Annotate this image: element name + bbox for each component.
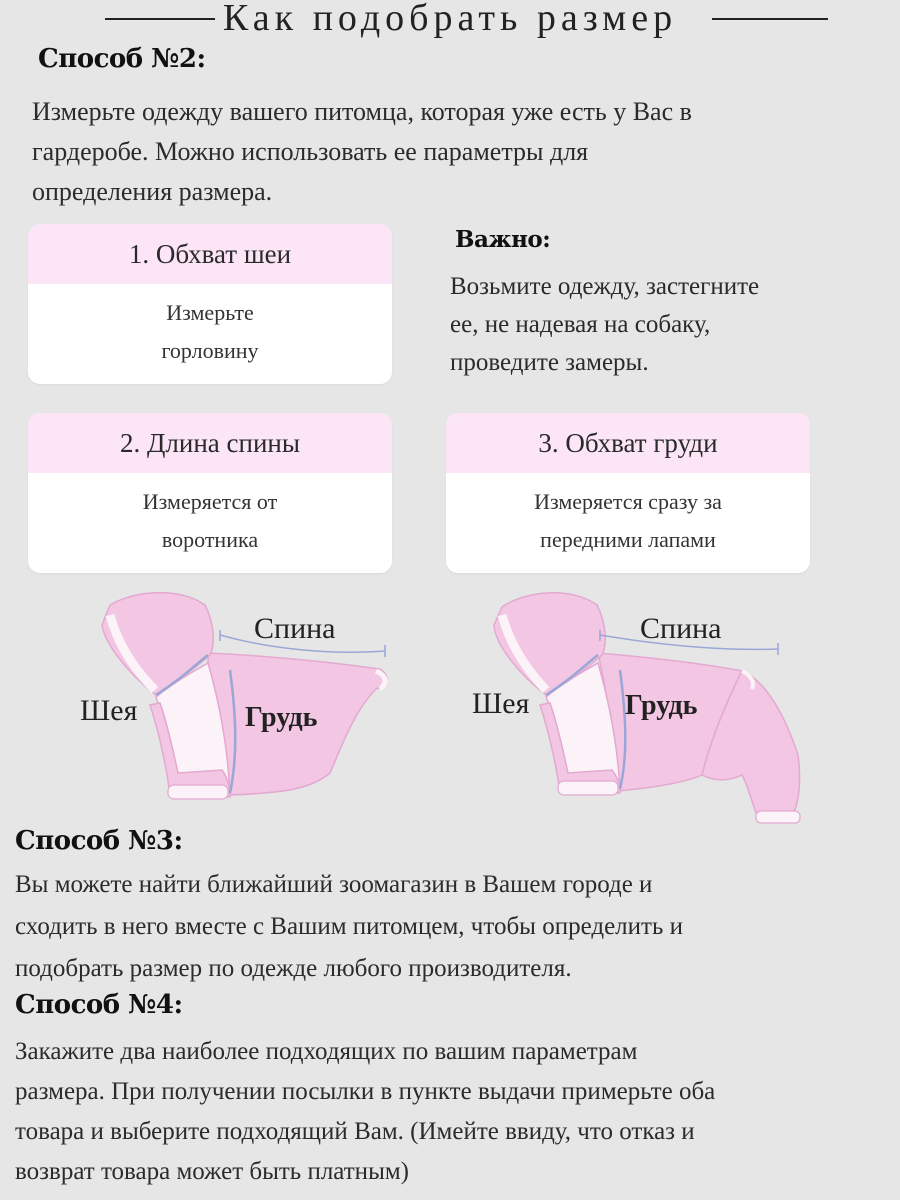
important-line: ее, не надевая на собаку, <box>450 311 711 338</box>
method2-line: определения размера. <box>32 177 273 206</box>
card-chest <box>446 413 810 573</box>
method4-line: товара и выберите подходящий Вам. (Имейте ввиду, что отказ и <box>15 1118 695 1145</box>
card-chest-title: 3. Обхват груди <box>446 413 810 473</box>
method3-heading: Способ №3: <box>15 826 183 856</box>
card-back-line: воротника <box>161 527 259 552</box>
important-line: Возьмите одежду, застегните <box>450 273 760 300</box>
chest-label-right: Грудь <box>625 690 698 721</box>
important-line: проведите замеры. <box>450 349 649 376</box>
method4-heading: Способ №4: <box>15 990 183 1020</box>
method4-line: возврат товара может быть платным) <box>15 1158 410 1185</box>
method2-text <box>32 92 692 212</box>
card-back <box>28 413 392 573</box>
method3-line: сходить в него вместе с Вашим питомцем, чтобы определить и <box>15 913 683 940</box>
card-chest-line: передними лапами <box>540 527 716 552</box>
card-neck-line: Измерьте <box>166 300 254 325</box>
method4-line: размера. При получении посылки в пункте выдачи примерьте оба <box>15 1078 716 1105</box>
card-chest-body <box>446 473 810 559</box>
page-title: Как подобрать размер <box>222 0 678 39</box>
neck-label-left: Шея <box>80 694 138 727</box>
important-heading: Важно: <box>455 226 551 253</box>
method2-heading: Способ №2: <box>38 44 206 74</box>
neck-label-right: Шея <box>472 687 530 720</box>
method2-line: гардеробе. Можно использовать ее параметры для <box>32 137 589 166</box>
card-back-line: Измеряется от <box>142 489 278 514</box>
method4-text <box>15 1032 715 1192</box>
method4-line: Закажите два наиболее подходящих по вашим параметрам <box>15 1038 638 1065</box>
back-label-right: Спина <box>640 612 722 645</box>
card-neck-line: горловину <box>161 338 259 363</box>
important-text <box>450 268 759 382</box>
back-label-left: Спина <box>254 612 336 645</box>
card-neck-title: 1. Обхват шеи <box>28 224 392 284</box>
method3-text <box>15 864 683 990</box>
method3-line: Вы можете найти ближайший зоомагазин в Вашем городе и <box>15 871 653 898</box>
method2-line: Измерьте одежду вашего питомца, которая уже есть у Вас в <box>32 97 692 126</box>
card-neck-body <box>28 284 392 370</box>
card-back-title: 2. Длина спины <box>28 413 392 473</box>
card-chest-line: Измеряется сразу за <box>534 489 722 514</box>
card-neck <box>28 224 392 384</box>
method3-line: подобрать размер по одежде любого производителя. <box>15 955 572 982</box>
card-back-body <box>28 473 392 559</box>
chest-label-left: Грудь <box>245 702 318 733</box>
